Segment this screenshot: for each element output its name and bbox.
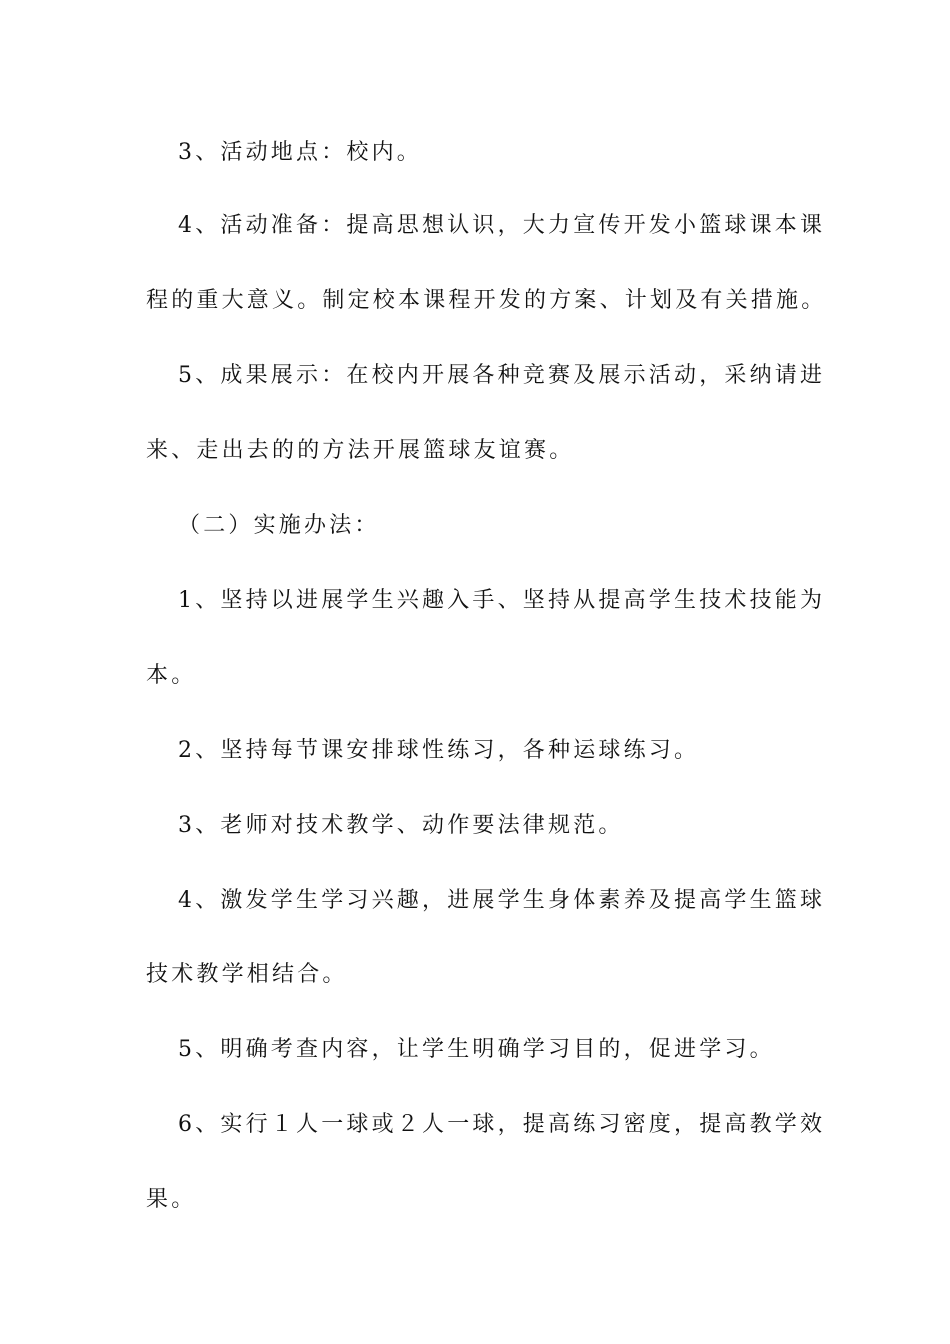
paragraph-line: 技术教学相结合。 [146,962,348,987]
section-heading: （二）实施办法： [178,513,380,538]
paragraph-line: 5、成果展示：在校内开展各种竞赛及展示活动，采纳请进 [178,363,826,388]
paragraph-line: 4、活动准备：提高思想认识，大力宣传开发小篮球课本课 [178,213,826,238]
paragraph-line: 3、老师对技术教学、动作要法律规范。 [178,813,624,838]
paragraph-line: 1、坚持以进展学生兴趣入手、坚持从提高学生技术技能为 [178,588,826,613]
paragraph-line: 程的重大意义。制定校本课程开发的方案、计划及有关措施。 [146,288,827,313]
paragraph-line: 3、活动地点：校内。 [178,140,422,165]
paragraph-line: 本。 [146,663,197,688]
paragraph-line: 来、走出去的的方法开展篮球友谊赛。 [146,438,575,463]
paragraph-line: 5、明确考查内容，让学生明确学习目的，促进学习。 [178,1037,775,1062]
paragraph-line: 4、激发学生学习兴趣，进展学生身体素养及提高学生篮球 [178,888,826,913]
paragraph-line: 2、坚持每节课安排球性练习，各种运球练习。 [178,738,700,763]
paragraph-line: 6、实行１人一球或２人一球，提高练习密度，提高教学效 [178,1112,826,1137]
paragraph-line: 果。 [146,1187,197,1212]
